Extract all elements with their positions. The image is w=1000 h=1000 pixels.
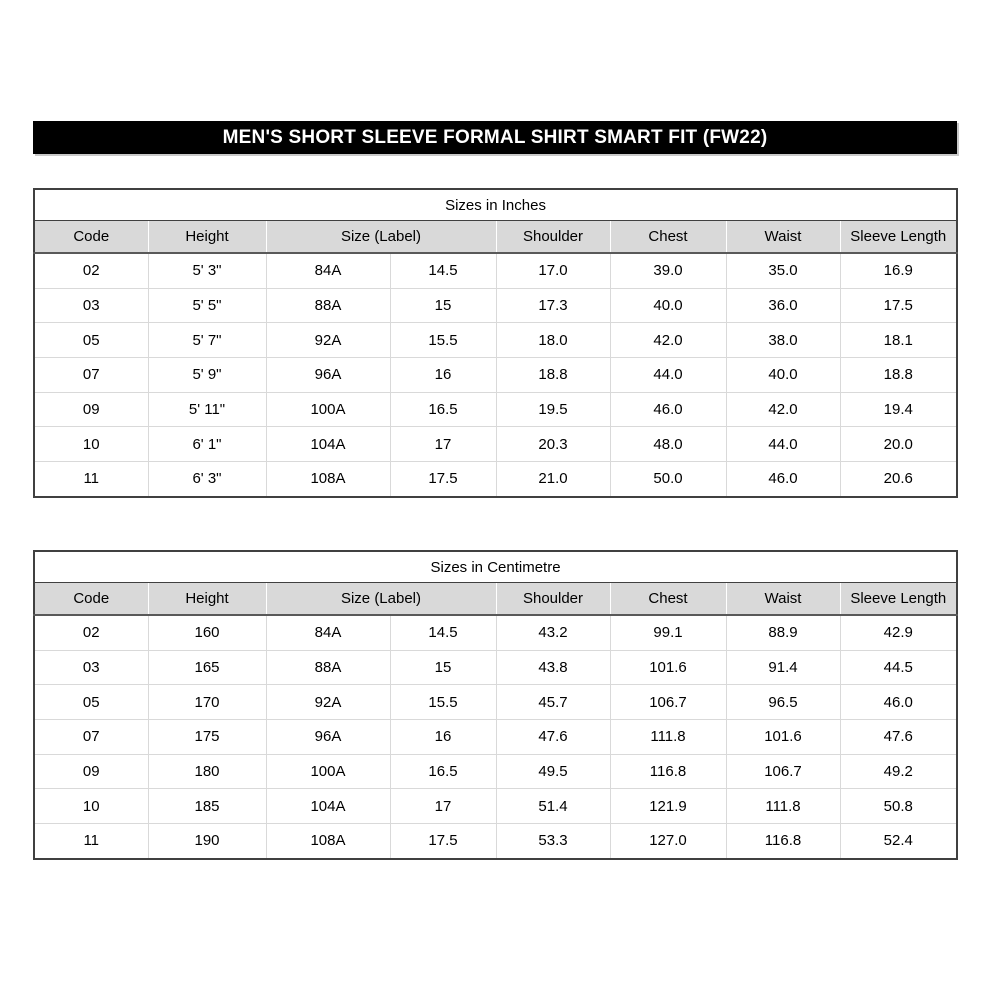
table-cell: 6' 1" (148, 427, 266, 462)
column-header-sleeve-length: Sleeve Length (840, 221, 957, 254)
table-cell: 16.9 (840, 253, 957, 288)
table-cell: 43.2 (496, 615, 610, 650)
table-row (34, 615, 957, 650)
table-cell: 111.8 (610, 720, 726, 755)
column-header-waist: Waist (726, 221, 840, 254)
column-header-height: Height (148, 583, 266, 616)
table-cell: 116.8 (726, 824, 840, 859)
table-cell: 52.4 (840, 824, 957, 859)
table-cell: 40.0 (726, 358, 840, 393)
table-caption: Sizes in Centimetre (34, 551, 957, 583)
table-cell: 19.5 (496, 392, 610, 427)
table-cell: 170 (148, 685, 266, 720)
table-cell: 121.9 (610, 789, 726, 824)
sizes-in-centimetre-table (33, 550, 958, 860)
page-title: MEN'S SHORT SLEEVE FORMAL SHIRT SMART FIT (FW22) (222, 127, 768, 148)
table-cell: 07 (34, 720, 148, 755)
table-cell: 185 (148, 789, 266, 824)
table-cell: 17.5 (390, 824, 496, 859)
table-cell: 20.3 (496, 427, 610, 462)
table-cell: 20.0 (840, 427, 957, 462)
table-cell: 46.0 (726, 462, 840, 497)
table-cell: 160 (148, 615, 266, 650)
table-cell: 47.6 (840, 720, 957, 755)
table-cell: 106.7 (610, 685, 726, 720)
table-cell: 84A (266, 615, 390, 650)
table-cell: 19.4 (840, 392, 957, 427)
table-cell: 15.5 (390, 323, 496, 358)
table-row (34, 685, 957, 720)
table-row (34, 253, 957, 288)
table-cell: 16 (390, 720, 496, 755)
table-cell: 09 (34, 392, 148, 427)
table-cell: 106.7 (726, 754, 840, 789)
table-cell: 91.4 (726, 650, 840, 685)
table-cell: 104A (266, 427, 390, 462)
sizes-in-inches-table (33, 188, 958, 498)
table-cell: 16 (390, 358, 496, 393)
table-cell: 49.5 (496, 754, 610, 789)
table-row (34, 358, 957, 393)
table-cell: 88A (266, 288, 390, 323)
table-cell: 09 (34, 754, 148, 789)
table-cell: 17 (390, 789, 496, 824)
table-cell: 18.8 (840, 358, 957, 393)
table-row (34, 462, 957, 497)
column-header-size-label: Size (Label) (266, 583, 496, 616)
table-cell: 17.5 (390, 462, 496, 497)
table-cell: 15 (390, 650, 496, 685)
table-cell: 05 (34, 323, 148, 358)
table-cell: 100A (266, 754, 390, 789)
table-cell: 44.5 (840, 650, 957, 685)
table-cell: 116.8 (610, 754, 726, 789)
table-cell: 05 (34, 685, 148, 720)
table-cell: 5' 3" (148, 253, 266, 288)
table-cell: 03 (34, 650, 148, 685)
table-cell: 5' 5" (148, 288, 266, 323)
table-cell: 50.0 (610, 462, 726, 497)
table-cell: 51.4 (496, 789, 610, 824)
table-cell: 10 (34, 789, 148, 824)
table-cell: 46.0 (840, 685, 957, 720)
table-cell: 02 (34, 253, 148, 288)
table-cell: 53.3 (496, 824, 610, 859)
table-cell: 17 (390, 427, 496, 462)
table-row (34, 754, 957, 789)
table-cell: 101.6 (610, 650, 726, 685)
table-cell: 16.5 (390, 754, 496, 789)
table-row (34, 789, 957, 824)
table-cell: 38.0 (726, 323, 840, 358)
table-caption: Sizes in Inches (34, 189, 957, 221)
table-cell: 18.8 (496, 358, 610, 393)
table-cell: 36.0 (726, 288, 840, 323)
table-cell: 50.8 (840, 789, 957, 824)
table-cell: 39.0 (610, 253, 726, 288)
table-cell: 16.5 (390, 392, 496, 427)
column-header-height: Height (148, 221, 266, 254)
table-cell: 42.0 (610, 323, 726, 358)
table-cell: 92A (266, 323, 390, 358)
table-cell: 84A (266, 253, 390, 288)
table-cell: 02 (34, 615, 148, 650)
column-header-code: Code (34, 583, 148, 616)
table-cell: 10 (34, 427, 148, 462)
table-cell: 15 (390, 288, 496, 323)
table-cell: 17.5 (840, 288, 957, 323)
table-cell: 17.0 (496, 253, 610, 288)
table-cell: 14.5 (390, 615, 496, 650)
column-header-size-label: Size (Label) (266, 221, 496, 254)
table-cell: 42.0 (726, 392, 840, 427)
table-body (34, 253, 957, 497)
column-header-sleeve-length: Sleeve Length (840, 583, 957, 616)
table-row (34, 427, 957, 462)
table-cell: 6' 3" (148, 462, 266, 497)
table-row (34, 650, 957, 685)
table-cell: 175 (148, 720, 266, 755)
column-header-chest: Chest (610, 583, 726, 616)
table-cell: 100A (266, 392, 390, 427)
table-cell: 40.0 (610, 288, 726, 323)
column-header-chest: Chest (610, 221, 726, 254)
table-cell: 180 (148, 754, 266, 789)
table-cell: 14.5 (390, 253, 496, 288)
table-header-row (34, 583, 957, 616)
table-row (34, 824, 957, 859)
column-header-shoulder: Shoulder (496, 221, 610, 254)
column-header-waist: Waist (726, 583, 840, 616)
table-cell: 48.0 (610, 427, 726, 462)
column-header-code: Code (34, 221, 148, 254)
table-cell: 03 (34, 288, 148, 323)
table-cell: 18.0 (496, 323, 610, 358)
table-cell: 44.0 (726, 427, 840, 462)
table-cell: 20.6 (840, 462, 957, 497)
table-cell: 92A (266, 685, 390, 720)
table-body (34, 615, 957, 859)
table-cell: 88A (266, 650, 390, 685)
sizes-in-inches-table-container (33, 188, 958, 498)
table-cell: 07 (34, 358, 148, 393)
table-cell: 101.6 (726, 720, 840, 755)
table-cell: 190 (148, 824, 266, 859)
table-cell: 165 (148, 650, 266, 685)
table-cell: 104A (266, 789, 390, 824)
table-cell: 111.8 (726, 789, 840, 824)
table-cell: 17.3 (496, 288, 610, 323)
table-caption-row (34, 551, 957, 583)
table-cell: 49.2 (840, 754, 957, 789)
table-row (34, 288, 957, 323)
table-cell: 11 (34, 462, 148, 497)
table-cell: 96.5 (726, 685, 840, 720)
table-cell: 15.5 (390, 685, 496, 720)
table-row (34, 323, 957, 358)
table-cell: 47.6 (496, 720, 610, 755)
table-cell: 42.9 (840, 615, 957, 650)
table-header-row (34, 221, 957, 254)
table-cell: 18.1 (840, 323, 957, 358)
table-cell: 35.0 (726, 253, 840, 288)
table-cell: 96A (266, 358, 390, 393)
sizes-in-centimetre-table-container (33, 550, 958, 860)
table-cell: 43.8 (496, 650, 610, 685)
table-cell: 108A (266, 824, 390, 859)
table-cell: 11 (34, 824, 148, 859)
table-cell: 44.0 (610, 358, 726, 393)
table-cell: 5' 9" (148, 358, 266, 393)
title-bar (33, 121, 957, 154)
column-header-shoulder: Shoulder (496, 583, 610, 616)
table-cell: 45.7 (496, 685, 610, 720)
table-cell: 21.0 (496, 462, 610, 497)
table-cell: 5' 7" (148, 323, 266, 358)
table-cell: 96A (266, 720, 390, 755)
table-row (34, 720, 957, 755)
table-cell: 5' 11" (148, 392, 266, 427)
table-cell: 99.1 (610, 615, 726, 650)
table-caption-row (34, 189, 957, 221)
table-cell: 46.0 (610, 392, 726, 427)
table-cell: 108A (266, 462, 390, 497)
table-cell: 88.9 (726, 615, 840, 650)
table-row (34, 392, 957, 427)
table-cell: 127.0 (610, 824, 726, 859)
